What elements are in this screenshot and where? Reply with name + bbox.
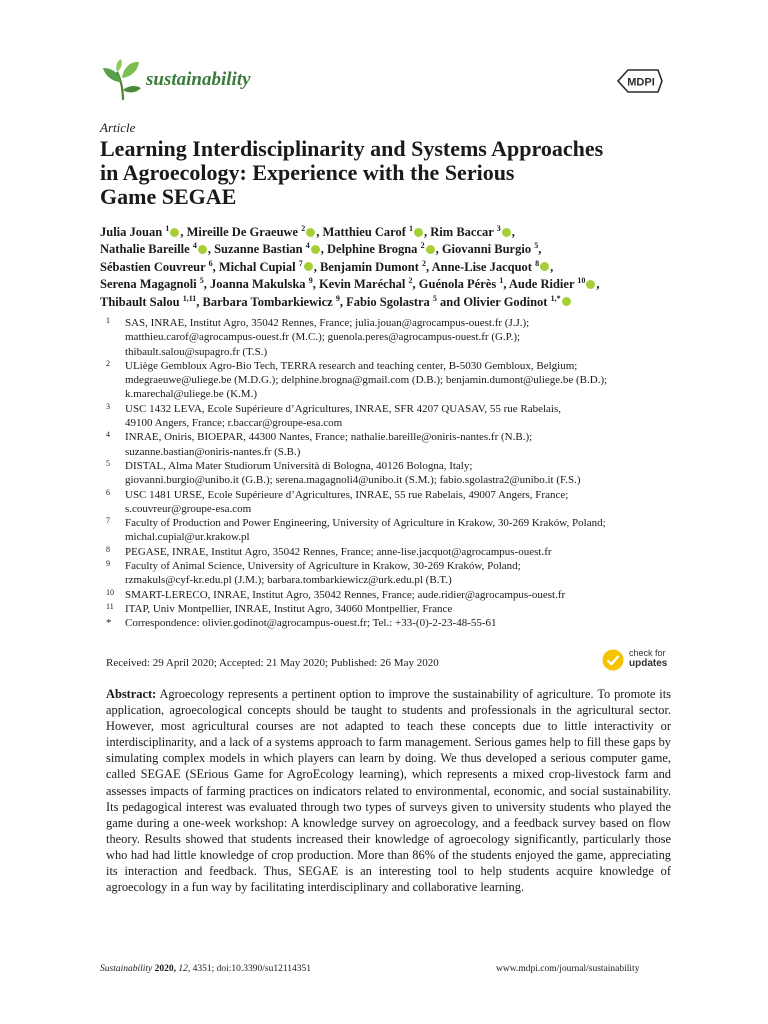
- affiliation-line: USC 1432 LEVA, Ecole Supérieure d’Agricultures, INRAE, SFR 4207 QUASAV, 55 rue Rabelais,: [125, 402, 561, 415]
- author-separator: ,: [435, 242, 442, 257]
- sustainability-logo-icon: [99, 58, 143, 102]
- author-affiliation-mark: 10: [577, 276, 586, 286]
- svg-text:MDPI: MDPI: [627, 76, 655, 89]
- title-line: Game SEGAE: [100, 184, 237, 209]
- author-name: Serena Magagnoli: [100, 277, 197, 292]
- orcid-icon[interactable]: [414, 228, 423, 237]
- affiliation-item: [106, 602, 686, 616]
- author-separator: ,: [596, 277, 600, 292]
- author-separator: ,: [424, 225, 431, 239]
- author-separator: ,: [320, 242, 328, 257]
- affiliation-line: Faculty of Production and Power Engineering, University of Agriculture in Krakow, 30-269 Kraków, Poland;: [125, 517, 606, 530]
- affiliation-item: [106, 588, 686, 602]
- affiliation-line: SMART-LERECO, INRAE, Institut Agro, 35042 Rennes, France; aude.ridier@agrocampus-ouest.fr: [125, 588, 566, 601]
- author-affiliation-mark: 7: [298, 258, 303, 268]
- author-name: Sébastien Couvreur: [100, 259, 206, 274]
- affiliation-number: *: [106, 617, 112, 630]
- author-name: Mireille De Graeuwe: [186, 225, 299, 239]
- check-updates-icon: [601, 648, 625, 672]
- affiliation-line: ULiège Gembloux Agro-Bio Tech, TERRA research and teaching center, B-5030 Gembloux, Belgium;: [125, 359, 578, 372]
- article-type: Article: [100, 120, 136, 135]
- author-name: Anne-Lise Jacquot: [431, 259, 532, 274]
- affiliation-item: [106, 516, 686, 545]
- author-separator: ,: [207, 242, 215, 257]
- footer-year: 2020,: [154, 964, 176, 974]
- author-list: [100, 224, 670, 311]
- author-affiliation-mark: 1: [499, 276, 504, 286]
- author-affiliation-mark: 1: [409, 223, 414, 233]
- author-name: Giovanni Burgio: [441, 242, 532, 257]
- footer-volume: 12,: [178, 964, 191, 974]
- affiliation-number: 4: [106, 430, 110, 440]
- affiliation-line: michal.cupial@ur.krakow.pl: [125, 531, 250, 544]
- author-name: Kevin Maréchal: [318, 277, 406, 292]
- affiliation-item: [106, 359, 686, 402]
- author-separator: ,: [180, 225, 187, 239]
- abstract-label: Abstract:: [106, 687, 157, 701]
- affiliation-number: 6: [106, 487, 110, 497]
- affiliation-line: DISTAL, Alma Mater Studiorum Università di Bologna, 40126 Bologna, Italy;: [125, 459, 473, 472]
- journal-url-link[interactable]: www.mdpi.com/journal/sustainability: [496, 964, 640, 974]
- author-affiliation-mark: 4: [305, 241, 310, 251]
- check-for-updates-badge[interactable]: [601, 647, 671, 673]
- affiliation-number: 3: [106, 401, 110, 411]
- received-dates: Received: 29 April 2020; Accepted: 21 May 2020; Published: 26 May 2020: [106, 657, 439, 669]
- author-name: Fabio Sgolastra: [346, 294, 430, 309]
- author-affiliation-mark: 4: [192, 241, 197, 251]
- author-separator: ,: [511, 225, 515, 239]
- author-affiliation-mark: 1,*: [550, 293, 561, 303]
- affiliation-line: mdegraeuwe@uliege.be (M.D.G.); delphine.brogna@gmail.com (D.B.); benjamin.dumont@uliege.be (B.D.);: [125, 374, 608, 387]
- author-name: Rim Baccar: [430, 225, 494, 239]
- author-separator: ,: [426, 259, 432, 274]
- citation-footer: [100, 964, 311, 974]
- affiliation-item: [106, 430, 686, 459]
- affiliation-line: Faculty of Animal Science, University of Agriculture in Krakow, 30-269 Kraków, Poland;: [125, 560, 521, 573]
- affiliation-item: [106, 402, 686, 431]
- author-affiliation-mark: 2: [301, 223, 306, 233]
- check-updates-line2: updates: [629, 658, 668, 669]
- footer-doi: 4351; doi:10.3390/su12114351: [192, 964, 312, 974]
- affiliation-item: [106, 316, 686, 359]
- author-line: [100, 259, 670, 276]
- author-separator: ,: [212, 259, 219, 274]
- author-name: Julia Jouan: [100, 225, 163, 239]
- author-affiliation-mark: 2: [422, 258, 427, 268]
- affiliation-line: rzmakuls@cyf-kr.edu.pl (J.M.); barbara.tombarkiewicz@urk.edu.pl (B.T.): [125, 574, 452, 587]
- author-affiliation-mark: 1,11: [182, 293, 197, 303]
- author-separator: ,: [203, 277, 211, 292]
- orcid-icon[interactable]: [311, 245, 320, 254]
- affiliation-item: [106, 559, 686, 588]
- author-name: Aude Ridier: [508, 277, 575, 292]
- affiliation-number: 1: [106, 316, 110, 325]
- orcid-icon[interactable]: [586, 280, 595, 289]
- author-affiliation-mark: 6: [208, 258, 213, 268]
- author-separator: ,: [313, 259, 320, 274]
- affiliation-number: 2: [106, 358, 110, 368]
- author-name: Olivier Godinot: [463, 294, 548, 309]
- footer-journal: Sustainability: [100, 964, 153, 974]
- affiliation-item: [106, 545, 686, 559]
- author-name: Matthieu Carof: [322, 225, 406, 239]
- author-affiliation-mark: 5: [534, 241, 539, 251]
- author-line: [100, 224, 670, 241]
- affiliation-line: INRAE, Oniris, BIOEPAR, 44300 Nantes, France; nathalie.bareille@oniris-nantes.fr (N.B.);: [125, 431, 533, 444]
- affiliation-list: [106, 316, 686, 631]
- affiliation-line: suzanne.bastian@oniris-nantes.fr (S.B.): [125, 445, 301, 458]
- affiliation-item: [106, 616, 686, 630]
- author-name: Michal Cupial: [218, 259, 296, 274]
- author-separator: ,: [196, 294, 203, 309]
- title-line: Learning Interdisciplinarity and Systems Approaches: [100, 136, 604, 161]
- author-affiliation-mark: 9: [335, 293, 340, 303]
- affiliation-number: 8: [106, 544, 110, 554]
- author-affiliation-mark: 3: [496, 223, 501, 233]
- author-separator: ,: [312, 277, 319, 292]
- affiliation-number: 9: [106, 559, 110, 569]
- author-name: Guénola Pérès: [418, 277, 497, 292]
- affiliation-line: s.couvreur@groupe-esa.com: [125, 502, 252, 515]
- author-separator: ,: [339, 294, 347, 309]
- journal-name: sustainability: [146, 69, 251, 90]
- author-line: [100, 294, 670, 311]
- author-name: Joanna Makulska: [210, 277, 306, 292]
- affiliation-line: 49100 Angers, France; r.baccar@groupe-esa.com: [125, 417, 343, 430]
- author-line: [100, 241, 670, 258]
- title-line: in Agroecology: Experience with the Serious: [100, 160, 515, 185]
- author-name: Thibault Salou: [100, 294, 180, 309]
- author-separator: ,: [412, 277, 419, 292]
- author-separator: ,: [538, 242, 542, 257]
- affiliation-line: matthieu.carof@agrocampus-ouest.fr (M.C.); guenola.peres@agrocampus-ouest.fr (G.P.);: [125, 331, 521, 344]
- affiliation-line: PEGASE, INRAE, Institut Agro, 35042 Rennes, France; anne-lise.jacquot@agrocampus-ouest.fr: [125, 545, 552, 558]
- orcid-icon[interactable]: [306, 228, 315, 237]
- orcid-icon[interactable]: [304, 262, 313, 271]
- orcid-icon[interactable]: [426, 245, 435, 254]
- abstract: [106, 686, 671, 895]
- orcid-icon[interactable]: [502, 228, 511, 237]
- affiliation-number: 7: [106, 516, 110, 526]
- mdpi-logo-icon: [614, 67, 666, 95]
- affiliation-item: [106, 488, 686, 517]
- affiliation-number: 11: [106, 601, 114, 611]
- author-affiliation-mark: 1: [165, 223, 170, 233]
- author-separator: and: [436, 294, 464, 309]
- author-name: Suzanne Bastian: [214, 242, 303, 257]
- author-affiliation-mark: 8: [535, 258, 540, 268]
- author-affiliation-mark: 2: [420, 241, 425, 251]
- affiliation-line: Correspondence: olivier.godinot@agrocampus-ouest.fr; Tel.: +33-(0)-2-23-48-55-61: [125, 617, 497, 630]
- affiliation-line: USC 1481 URSE, Ecole Supérieure d’Agricultures, INRAE, 55 rue Rabelais, 49007 Angers, France;: [125, 488, 569, 501]
- affiliation-line: thibault.salou@supagro.fr (T.S.): [125, 345, 268, 358]
- author-affiliation-mark: 5: [432, 293, 437, 303]
- paper-title: [100, 137, 680, 209]
- author-name: Delphine Brogna: [327, 242, 418, 257]
- orcid-icon[interactable]: [540, 262, 549, 271]
- affiliation-line: giovanni.burgio@unibo.it (G.B.); serena.magagnoli4@unibo.it (S.M.); fabio.sgolastra2@unibo.it (F.S.): [125, 474, 581, 487]
- orcid-icon[interactable]: [198, 245, 207, 254]
- author-affiliation-mark: 9: [308, 276, 313, 286]
- abstract-text: Agroecology represents a pertinent option to improve the sustainability of agriculture. To promote its application, agroecological concepts should be taught to students and professionals in the agricultural sector. However, most agricultural courses are not adapted to teach these concepts due to little interactivity or interdisciplinarity, and a lack of a systems approach to farm management. Serious games help to fill these gaps by simulating complex models in which players can learn by doing. We thus developed a serious computer game, called SEGAE (SErious Game for AgroEcology learning), which represents a mixed crop-livestock farm and assesses impacts of farming practices on indicators related to environmental, economic, and social sustainability. Its pedagogical interest was evaluated through two types of surveys given to university students who played the game during a one-week workshop: A knowledge survey on agroecology, and a feedback survey based on flow theory. Results showed that students increased their knowledge of agroecology significantly, particularly those who had had little knowledge of crop production. More than 86% of the students enjoyed the game, appreciating its interaction and feedback. Thus, SEGAE is an interesting tool to help students acquire knowledge of agroecology in a fun way by facilitating interdisciplinary and collaborative learning.: [106, 687, 671, 895]
- author-name: Nathalie Bareille: [100, 242, 190, 257]
- author-affiliation-mark: 5: [199, 276, 204, 286]
- author-name: Benjamin Dumont: [319, 259, 419, 274]
- orcid-icon[interactable]: [562, 297, 571, 306]
- author-line: [100, 276, 670, 293]
- author-separator: ,: [503, 277, 509, 292]
- author-separator: ,: [316, 225, 323, 239]
- affiliation-line: SAS, INRAE, Institut Agro, 35042 Rennes, France; julia.jouan@agrocampus-ouest.fr (J.J.);: [125, 317, 530, 329]
- author-name: Barbara Tombarkiewicz: [202, 294, 333, 309]
- author-separator: ,: [550, 259, 554, 274]
- orcid-icon[interactable]: [170, 228, 179, 237]
- affiliation-item: [106, 459, 686, 488]
- affiliation-line: k.marechal@uliege.be (K.M.): [125, 388, 257, 401]
- check-updates-line1: check for: [629, 648, 666, 658]
- affiliation-number: 5: [106, 458, 110, 468]
- affiliation-line: ITAP, Univ Montpellier, INRAE, Institut Agro, 34060 Montpellier, France: [125, 602, 453, 615]
- affiliation-number: 10: [106, 587, 114, 597]
- author-affiliation-mark: 2: [408, 276, 413, 286]
